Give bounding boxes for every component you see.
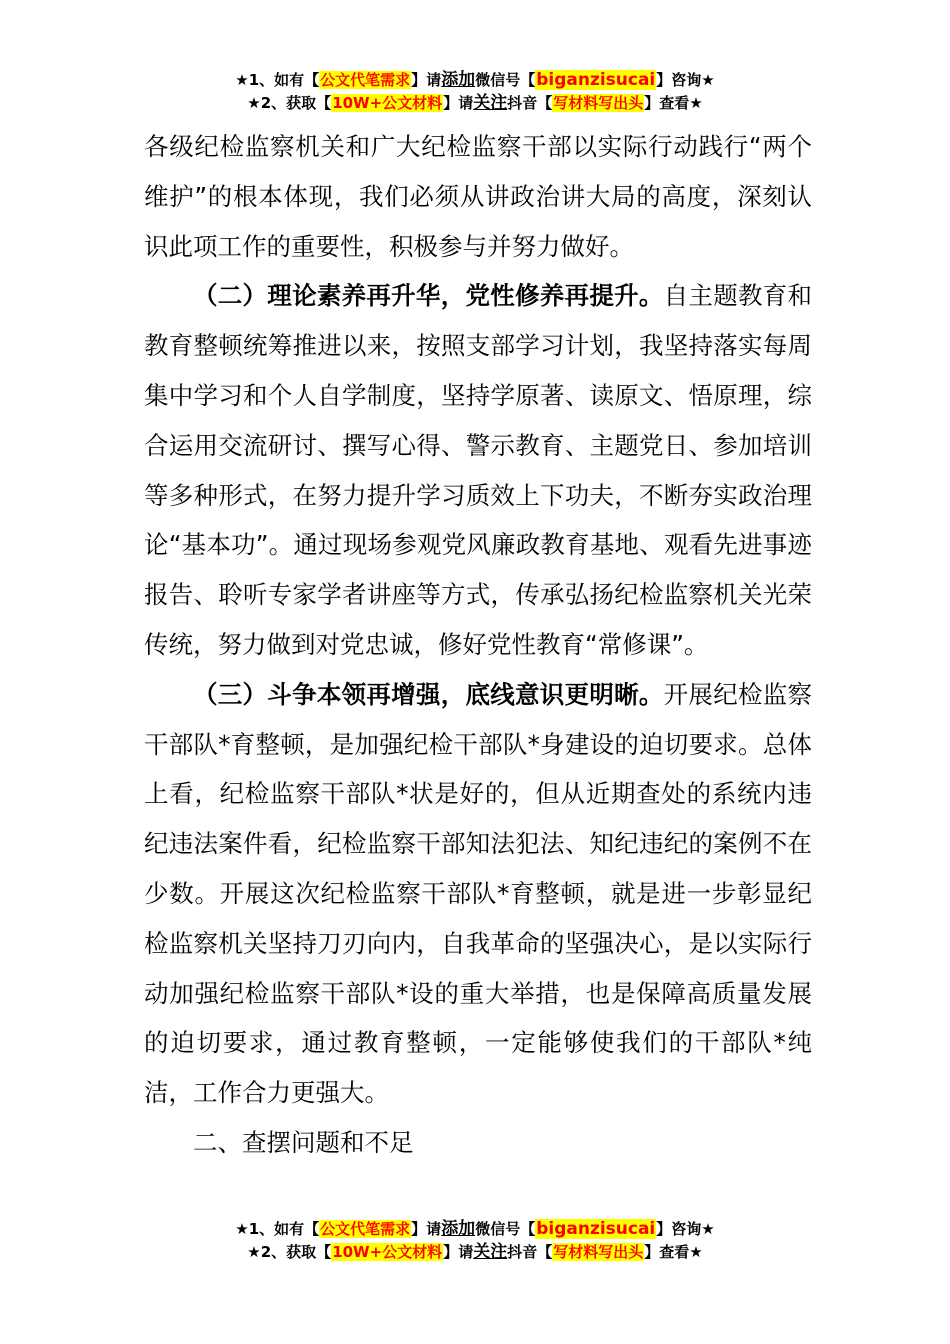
paragraph-continued: 各级纪检监察机关和广大纪检监察干部以实际行动践行“两个维护”的根本体现，我们必须从讲政治讲大局的高度，深刻认识此项工作的重要性，积极参与并努力做好。 <box>144 132 812 261</box>
promo-line-1 <box>0 1218 950 1241</box>
paragraph-text: 开展纪检监察干部队*育整顿，是加强纪检干部队*身建设的迫切要求。总体上看，纪检监察干部队*状是好的，但从近期查处的系统内违纪违法案件看，纪检监察干部知法犯法、知纪违纪的案例不在少数。开展这次纪检监察干部队*育整顿，就是进一步彰显纪检监察机关坚持刀刃向内，自我革命的坚强决心，是以实际行动加强纪检监察干部队*设的重大举措，也是保障高质量发展的迫切要求，通过教育整顿，一定能够使我们的干部队*纯洁，工作合力更强大。 <box>144 679 813 1108</box>
star-icon: ★ <box>689 94 703 112</box>
promo-text: 2、获取【 <box>260 94 332 112</box>
promo-underlined: 关注 <box>473 93 508 113</box>
promo-text: 1、如有【 <box>248 71 320 89</box>
promo-line-1 <box>0 69 950 92</box>
paragraph-heading: （三）斗争本领再增强，底线意识更明晰。 <box>193 679 664 709</box>
promo-text: 】咨询 <box>656 71 702 89</box>
star-icon: ★ <box>247 1243 261 1261</box>
paragraph-theory <box>144 271 812 669</box>
promo-text: 抖音【 <box>507 1243 553 1261</box>
promo-highlight: 10W+公文材料 <box>332 1243 443 1261</box>
promo-banner-bottom <box>0 1218 950 1264</box>
paragraph-struggle <box>144 670 812 1118</box>
promo-highlight: 公文代笔需求 <box>320 71 411 89</box>
promo-text: 2、获取【 <box>260 1243 332 1261</box>
star-icon: ★ <box>701 71 715 89</box>
promo-text: 】查看 <box>644 94 690 112</box>
promo-text: 微信号【 <box>475 71 536 89</box>
document-body <box>144 122 812 1168</box>
promo-text: 】请 <box>443 1243 474 1261</box>
promo-line-2 <box>0 1241 950 1264</box>
promo-underlined: 添加 <box>441 70 476 90</box>
promo-highlight: 10W+公文材料 <box>332 94 443 112</box>
promo-underlined: 添加 <box>441 1219 476 1239</box>
paragraph-text: 自主题教育和教育整顿统筹推进以来，按照支部学习计划，我坚持落实每周集中学习和个人自学制度，坚持学原著、读原文、悟原理，综合运用交流研讨、撰写心得、警示教育、主题党日、参加培训等多种形式，在努力提升学习质效上下功夫，不断夯实政治理论“基本功”。通过现场参观党风廉政教育基地、观看先进事迹报告、聆听专家学者讲座等方式，传承弘扬纪检监察机关光荣传统，努力做到对党忠诚，修好党性教育“常修课”。 <box>144 281 813 659</box>
promo-underlined: 关注 <box>473 1242 508 1262</box>
section-heading: 二、查摆问题和不足 <box>193 1127 414 1157</box>
douyin-highlight: 写材料写出头 <box>553 1243 644 1261</box>
star-icon: ★ <box>689 1243 703 1261</box>
douyin-highlight: 写材料写出头 <box>553 94 644 112</box>
promo-line-2 <box>0 92 950 115</box>
promo-text: 微信号【 <box>475 1220 536 1238</box>
promo-text: 】查看 <box>644 1243 690 1261</box>
wechat-id-highlight: biganzisucai <box>536 70 656 90</box>
wechat-id-highlight: biganzisucai <box>536 1219 656 1239</box>
promo-highlight: 公文代笔需求 <box>320 1220 411 1238</box>
star-icon: ★ <box>235 1220 249 1238</box>
promo-text: 1、如有【 <box>248 1220 320 1238</box>
promo-text: 】请 <box>411 1220 442 1238</box>
promo-text: 】咨询 <box>656 1220 702 1238</box>
promo-banner-top <box>0 69 950 115</box>
star-icon: ★ <box>701 1220 715 1238</box>
promo-text: 】请 <box>443 94 474 112</box>
star-icon: ★ <box>247 94 261 112</box>
paragraph-heading: （二）理论素养再升华，党性修养再提升。 <box>193 281 664 311</box>
promo-text: 】请 <box>411 71 442 89</box>
promo-text: 抖音【 <box>507 94 553 112</box>
star-icon: ★ <box>235 71 249 89</box>
